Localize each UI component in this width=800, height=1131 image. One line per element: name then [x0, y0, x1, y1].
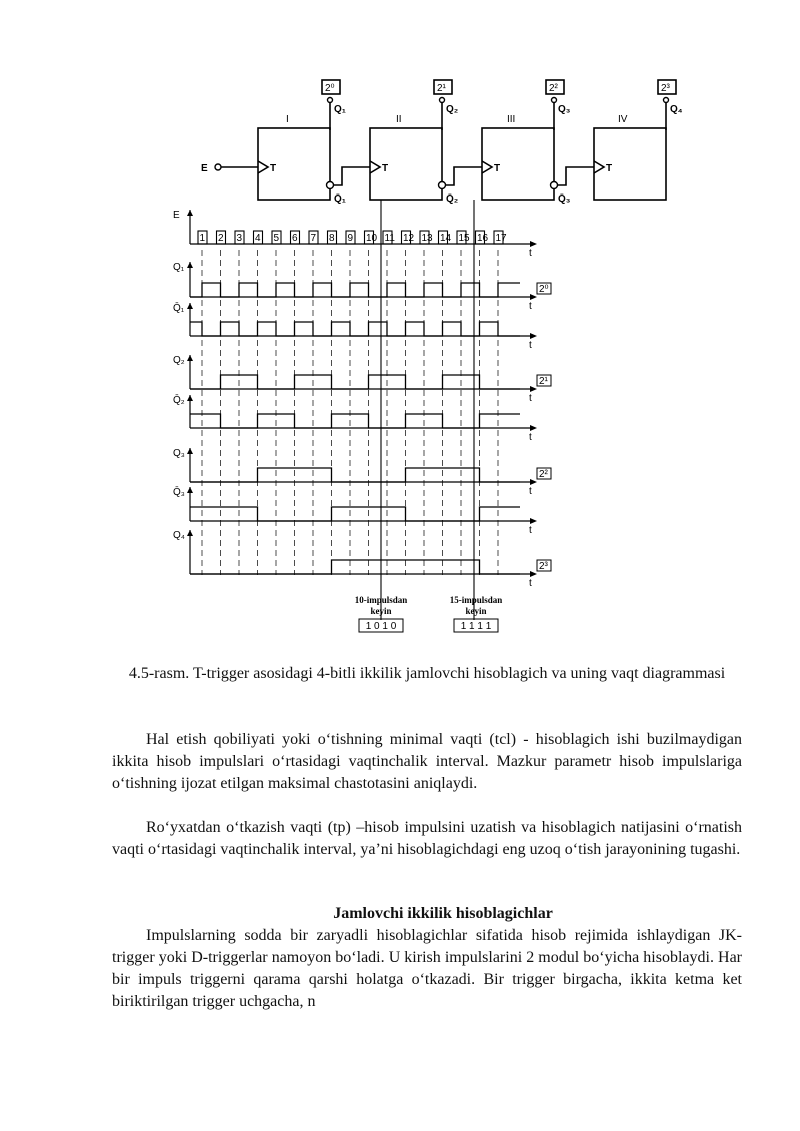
input-label: E: [201, 163, 208, 174]
pulse-number: 11: [384, 233, 395, 244]
trigger-box-3: [482, 128, 554, 200]
waveform-6: [190, 507, 520, 521]
signal-label-2: Q̄₁: [173, 303, 185, 314]
note-1-code: 1 0 1 0: [365, 621, 397, 632]
waveform-7: [190, 560, 520, 574]
row-weight-label: 2³: [539, 561, 548, 572]
pulse-number: 8: [329, 233, 335, 244]
pulse-number: 17: [495, 233, 507, 244]
timing-diagram: [173, 200, 551, 632]
pulse-number: 5: [273, 233, 280, 244]
signal-label-1: Q₁: [173, 262, 185, 273]
waveform-2: [190, 322, 520, 336]
waveform-3: [190, 375, 520, 389]
time-axis-arrow-0: [530, 241, 537, 247]
time-label-1: t: [529, 301, 532, 312]
pulse-number: 3: [236, 233, 243, 244]
value-axis-arrow-3: [187, 355, 193, 361]
t-label-3: T: [494, 163, 501, 174]
stage-label-3: III: [507, 114, 516, 125]
qbar2-label: Q̄₂: [446, 194, 459, 205]
qbar3-label: Q̄₃: [558, 194, 571, 205]
value-axis-arrow-7: [187, 530, 193, 536]
time-label-4: t: [529, 432, 532, 443]
value-axis-arrow-1: [187, 262, 193, 268]
row-weight-label: 2⁰: [539, 284, 549, 295]
time-label-0: t: [529, 248, 532, 259]
q1-label: Q₁: [334, 104, 346, 115]
time-label-7: t: [529, 578, 532, 589]
clock-label: E: [173, 210, 180, 221]
paragraph-3: Impulslarning sodda bir zaryadli hisoblagichlar sifatida hisob rejimida ishlaydigan JK- trigger yoki D-triggerlar namoyon bo‘ladi. U kirish impulslarini 2 modul bo‘yicha hisoblaydi. Har bir impuls triggerni qarama qarshi holatga o‘tkazadi. Bir trigger birgacha, ikkita ketma ket biriktirilgan trigger uchgacha, n: [112, 927, 742, 1010]
value-axis-arrow-4: [187, 395, 193, 401]
row-weight-label: 2²: [539, 469, 548, 480]
trigger-box-2: [370, 128, 442, 200]
waveform-4: [190, 414, 520, 428]
signal-label-5: Q₃: [173, 448, 185, 459]
time-axis-arrow-5: [530, 479, 537, 485]
q4-label: Q₄: [670, 104, 683, 115]
qbar1-label: Q̄₁: [334, 194, 346, 205]
pulse-number: 9: [347, 233, 354, 244]
paragraph-2: Ro‘yxatdan o‘tkazish vaqti (tp) –hisob impulsini uzatish va hisoblagich natijasini o‘rnatish vaqti o‘rtasidagi vaqtinchalik interval, ya’ni hisoblagichdagi eng uzoq o‘tish jarayonining tugashi.: [112, 819, 742, 858]
value-axis-arrow-2: [187, 303, 193, 309]
paragraph-1: Hal etish qobiliyati yoki o‘tishning minimal vaqti (tcl) - hisoblagich ishi buzilmaydigan ikkita hisob impulslari o‘rtasidagi vaqtinchalik interval. Mazkur parametr hisob impulslariga o‘tishning ijozat etilgan maksimal chastotasini aniqlaydi.: [112, 731, 742, 792]
pulse-number: 6: [292, 233, 298, 244]
pulse-number: 7: [310, 233, 317, 244]
figure-caption: 4.5-rasm. T-trigger asosidagi 4-bitli ikkilik jamlovchi hisoblagich va uning vaqt diagrammasi: [128, 665, 726, 682]
time-axis-arrow-1: [530, 294, 537, 300]
note-2-line2: keyin: [465, 606, 487, 616]
q3-label: Q₃: [558, 104, 571, 115]
value-axis-arrow-0: [187, 210, 193, 216]
q2-label: Q₂: [446, 104, 459, 115]
time-label-5: t: [529, 486, 532, 497]
time-axis-arrow-2: [530, 333, 537, 339]
trigger-box-1: [258, 128, 330, 200]
time-label-2: t: [529, 340, 532, 351]
counter-circuit: [216, 80, 676, 200]
stage-label-2: II: [396, 114, 402, 125]
pulse-number: 12: [403, 233, 415, 244]
waveform-1: [190, 283, 520, 297]
signal-label-6: Q̄₃: [173, 487, 185, 498]
time-axis-arrow-7: [530, 571, 537, 577]
pulse-number: 15: [458, 233, 470, 244]
section-heading: Jamlovchi ikkilik hisoblagichlar: [333, 905, 553, 922]
signal-label-4: Q̄₂: [173, 395, 185, 406]
note-1-line1: 10-impulsdan: [354, 595, 408, 605]
value-axis-arrow-6: [187, 487, 193, 493]
value-axis-arrow-5: [187, 448, 193, 454]
weight-2-1: 2¹: [437, 83, 446, 94]
t-label-1: T: [270, 163, 277, 174]
note-2-code: 1 1 1 1: [460, 621, 492, 632]
pulse-number: 10: [366, 233, 378, 244]
t-label-4: T: [606, 163, 613, 174]
row-weight-label: 2¹: [539, 376, 548, 387]
time-label-6: t: [529, 525, 532, 536]
pulse-number: 1: [199, 233, 206, 244]
time-axis-arrow-3: [530, 386, 537, 392]
weight-2-3: 2³: [661, 83, 670, 94]
signal-label-7: Q₄: [173, 530, 185, 541]
pulse-number: 2: [218, 233, 224, 244]
signal-label-3: Q₂: [173, 355, 185, 366]
waveform-5: [190, 468, 520, 482]
pulse-number: 4: [255, 233, 261, 244]
stage-label-4: IV: [618, 114, 628, 125]
t-label-2: T: [382, 163, 389, 174]
pulse-number: 14: [440, 233, 452, 244]
time-axis-arrow-4: [530, 425, 537, 431]
weight-2-2: 2²: [549, 83, 558, 94]
time-label-3: t: [529, 393, 532, 404]
stage-label-1: I: [286, 114, 289, 125]
note-1-line2: keyin: [370, 606, 392, 616]
trigger-box-4: [594, 128, 666, 200]
weight-2-0: 2⁰: [325, 83, 335, 94]
pulse-number: 13: [421, 233, 433, 244]
pulse-number: 16: [477, 233, 489, 244]
note-2-line1: 15-impulsdan: [449, 595, 503, 605]
time-axis-arrow-6: [530, 518, 537, 524]
